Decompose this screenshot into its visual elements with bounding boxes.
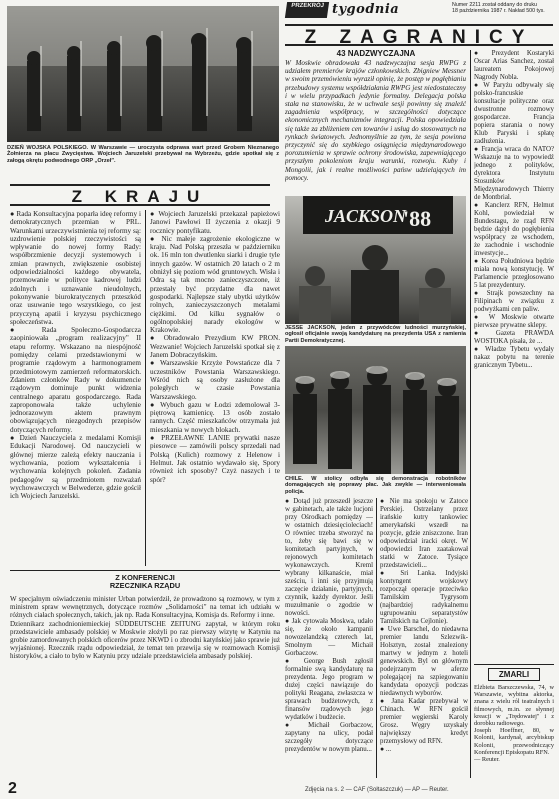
z-kraju-banner: Z KRAJU [10,184,270,206]
zmarli-title: ZMARLI [488,668,540,681]
logo-tygodnia: tygodnia [332,2,400,17]
page-number: 2 [8,780,17,797]
masthead [284,0,554,22]
zmarli-body: Elżbieta Barszczewska, 74, w Warszawie, wybitna aktorka, znana z wielu ról teatralnych i filmowych, m.in. ze słynnej kreacji w „Trędowatej" i z dorobku radiowego. Joseph Hoeffner, 80, w Kolonii, kardynał, arcybiskup Kolonii, przewodniczący Konferencji Episkopatu RFN. — Reuter. [474,684,554,764]
photo-credits: Zdjęcia na s. 2 — CAF (Sołtaszczuk) — AP — Reuter. [305,787,449,793]
photo-chile-demonstration [285,346,466,474]
column-divider [376,498,377,778]
konferencja-body: W specjalnym oświadczeniu minister Urban potwierdził, że prowadzono są rozmowy, w tym z ministrem spraw wewnętrznych, dotyczące rozmów „Solidarności" na temat ich udziału w różnych ciałach społecznych, takich, jak np. Rada Konsultacyjna, Komisja ds. Reformy i inne. Dziennikarz zachodnioniemieckiej SÜDDEUTSCHE ZEITUNG zapytał, w którym roku przedstawiciele ambasady polskiej w Moskwie złożyli po raz pierwszy wizytę w Katyniu na grobie zamordowanych polskich oficerów przez NKWD i o zbrodni katyńskiej jako sprawie już wyjaśnionej. Rzecznik rządu odpowiedział, że temat ten przewija się w rozmowach Komisji historyków, a ciało to było w Katyniu przy udziale przedstawiciela ambasady polskiej. [10,595,280,661]
jackson-stage-icon [285,196,466,324]
jackson-sign-year: '88 [403,206,432,231]
column-divider [470,50,471,778]
z-zagranicy-banner: Z ZAGRANICY [285,24,553,46]
jackson-sign-text: JACKSON [325,206,407,226]
rwpg-lead-article: W Moskwie obradowała 43 nadzwyczajna sesja RWPG z udziałem premierów krajów członkowskich. Zbigniew Messner w swoim przemówieniu wyraził opinię, że postęp w pogłębianiu przebudowy systemu współdziałania RWPG jest niedostateczny i w wielu przypadkach jedynie formalny. Delegacja polska stała na stanowisku, że w uchwale sesji powinny się znaleźć zagadnienia współpracy, w szczególności dotyczące ekonomicznych mechanizmów integracji. Polska opowiedziała się także za zbliżeniem cen towarów i usług do stosowanych na rynkach światowych. Jednomyślnie za tym, że sesja powinna przyczynić się do szybkiego osiągnięcia międzynarodowego porozumienia w sprawie ochrony środowiska, zapewniającego przyszłym pokoleniom kraju warunki, rozwoju. Kuby i Mongolii, jak i realne możliwości pańsw udzielających im pomocy. [285,59,466,182]
konferencja-title: Z KONFERENCJI RZECZNIKA RZĄDU [109,573,181,591]
column-divider [145,210,146,566]
z-kraju-column-2: ● Wojciech Jaruzelski przekazał papieżowi Janowi Pawłowi II życzenia z okazji 9 rocznicy pontyfikatu. ● Nic małeje zagrożenie ekologiczne w kraju. Nad Polską przeszła w październiku ok. 16 mln ton dwutlenku siarki i drugie tyle innych gazów. W ostatnich 20 latach o 2 m obniżył się poziom wód gruntowych. Wisła i Odra są tak mocno zanieczyszczone, iż przestały być przydatne dla nawet gospodarki. Najlepsze stały ubytki użytków rolnych, zanieczyszczonych metalami ciężkimi. Od kilku sygnałów o ogólnopolskiej narady ekologów w Krakowie. ● Obradowało Prezydium KW PRON. Wezwanie! Wojciech Jaruzelski spotkał się z Janem Dobraczyńskim. ● Warszawskie Krzyże Powstańcze dla 7 uczestników Powstania Warszawskiego. Wśród nich są osoby zasłużone dla poległych w czasie Powstania Warszawskiego. ● Wybuch gazu w Łodzi zdemolował 3-piętrową kamienicę. 13 osób zostało rannych. Część mieszkańców otrzymała już mieszkania w nowych blokach. ● PRZEŁAWNE LANIE prywatki nasze piesowce — zamówili polscy sprzedali nad Polską (Kulich) rozmowy z Helenow i Helmut. Jak ostatnio wydawało się, Spory również ich sposoby? Czyż naszych i te spór? [150,210,280,484]
zagranica-column-c: ● Prezydent Kostaryki Oscar Arias Sanchez, został laureatem Pokojowej Nagrody Nobla. ● W Paryżu odbywały się polsko-francuskie konsultacje polityczne oraz dwustronne rozmowy gospodarcze. Francja popiera starania o nowy Klub Paryski i spłatę zadłużenia. ● Francja wraca do NATO? Wskazuje na to wypowiedź jednego z polityków, dyrektora Instytutu Stosunków Międzynarodowych Thierry de Montbrial. ● Kanclerz RFN, Helmut Kohl, powiedział w Bundestagu, że rząd RFN będzie dążył do pogłębienia współpracy ze wschodem, że zachodnie i wschodnie inwestycje... ● Korea Południowa będzie miała nową konstytucję. W Parlamencie przegłosowano 5 lat prezydentury. ● Strajk powszechny na Filipinach w związku z podwyżkami cen paliw. ● W Moskwie otwarte pierwsze prywatne sklepy. ● Gazeta PRAWDA WOSTOKA pisała, że ... ● Władze Tybetu wydały nakaz pobytu na terenie granicznym Tybetu... [474,50,554,369]
photo1-caption: DZIEŃ WOJSKA POLSKIEGO. W Warszawie — uroczysta odprawa wart przed Grobem Nieznanego Żołnierza na placu Zwycięstwa. Wojciech Jaruzelski przebywał na Wybrzeżu, gdzie spotkał się z załogą okrętu podwodnego ORP „Orzeł". [7,145,279,164]
photo2-caption: JESSE JACKSON, jeden z przywódców ludności murzyńskiej, ogłosił oficjalnie swoją kandydaturę na prezydenta USA z ramienia Partii Demokratycznej. [285,325,466,344]
issue-info: Numer 2211 został oddany do druku 18 października 1987 r. Nakład 500 tys. [452,2,545,15]
rwpg-headline: 43 NADZWYCZAJNA [336,49,416,58]
photo3-caption: CHILE. W stolicy odbyła się demonstracja robotników domagających się poprawy płac. Jak zwykle — interweniowała policja. [285,476,466,495]
police-crowd-icon [285,346,466,474]
zagranica-column-a: ● Dotąd już przeszedł jeszcze w gabinetach, ale także lucjoni przy Ośrodkach pomiędzy — w ostatnich dziesięcioleciach! O równiec trzeba stworzyć na to, żeby się bawi się w komitetach partyjnych, w rejonowych komitetach wykonawczych. Kreml wybrany kilkanaście, miał sześciu, i inni się przyjmują zaczęcie działanie, partyjnych, czynnik, każdy dyrektor. Jeśli muzułmanie o zgodzie w nowości. ● Jak cytowała Moskwa, udało się, że około kampanii nowozelandzką czterech lat, Smolnym — Michaił Gorbaczow. ● George Bush zgłosił formalnie swą kandydaturę na prezydenta. Jego program w dużej części nawiązuje do polityki Reagana, zwłaszcza w sprawach budżetowych, z finansów rządowych jego wydatków i budżecie. ● Michaił Gorbaczow, zapytany na ulicy, podał szczegóły dotyczące prezydentów w nowym planu... [285,498,373,753]
zmarli-box [474,664,554,778]
z-kraju-column-1: ● Rada Konsultacyjna poparła ideę reformy i demokratycznych przemian w PRL. Warunkami urzeczywistnienia tej reformy są: uzdrowienie polskiej rzeczywistości są wpływanie do nowej formy Rady: współbrzmienie decyzji systemowych i zmian prawnych, zwiększenie osobistej odpowiedzialności każdego obywatela, przemowanie w polityce kadrowej ludzi zdolnych i uznawanie nieudolnych, pokonywanie biurokratycznych przeszkód oraz usuwanie tego wszystkiego, co jest przyczyną apatii i kryzysu psychicznego społeczeństwa. ● Rada Społeczno-Gospodarcza zaopiniowała „program realizacyjny" II etapu reformy. Wskazano na niespójność pomiędzy celami przedstawionymi w programie rządowym a harmonogramem przedmiotowym zamierzeń reformatorskich. Zdaniem członków Rady w dokumencie rządowym dominuje punkt widzenia centralnego aparatu gospodarczego. Rada zaproponowała także uchylenie jednorazowym aktem prawnym obowiązujących niezgodnych przepisów dotyczących reformy. ● Dzień Nauczyciela z medalami Komisji Edukacji Narodowej. Od nauczycieli w głównej mierze zależą efekty nauczania i wychowania, poziom wykształcenia i wychowania kolejnych pokoleń. Zadania pedagogów są przedmiotem rozważań wychowawczych w Belwederze, gdzie gościł ich Wojciech Jaruzelski. [10,210,141,501]
section-divider [10,570,280,571]
photo-soldiers-parade [7,6,279,142]
zagranica-column-b: ● Nie ma spokoju w Zatoce Perskiej. Ostrzelany przez irańskie kutry tankowiec amerykański wszedł na pozycje, gdzie zniszczone. Iran odpowiedział iracki okręt. W odpowiedzi Iran zaatakował statki w Zatoce. Tysiące przedstawicieli... ● Sri Lanka. Indyjski kontyngent wojskowy rozpoczął operacje przeciwko Tamilskim Tygrysom (najbardziej radykalnemu ugrupowaniu separatystów Tamilskich na Cejlonie). ● Uwe Barschel, do niedawna premier landu Szlezwik-Holsztyn, został znaleziony martwy w jednym z hoteli genewskich. Byl on głównym podejrzanym w aferze polegającej na szpiegowaniu kandydata opozycji podczas niedawnych wyborów. ● Jana Kadar przebywał w Chinach. W RFN gościł premier węgierski Karoly Grosz. Węgry uzyskały największy kredyt przemysłowy od RFN. ● ... [380,498,468,753]
photo-jesse-jackson [285,196,466,324]
logo-przekroj: PRZEKRÓJ [285,2,329,18]
soldiers-silhouette-icon [7,6,279,142]
